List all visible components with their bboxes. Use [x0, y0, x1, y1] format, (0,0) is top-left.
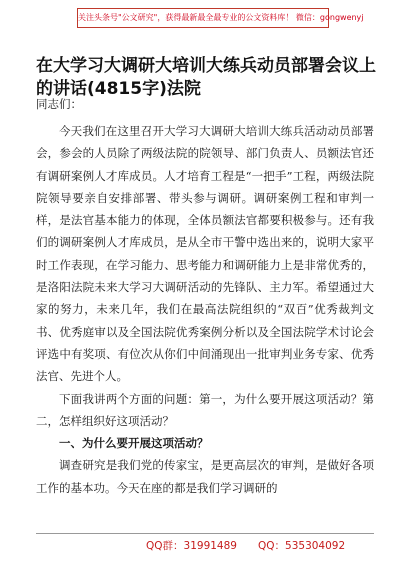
footer-qq: QQ：535304092	[258, 540, 346, 552]
document-body	[36, 120, 374, 499]
footer-qq-group: QQ群：31991489	[146, 540, 237, 552]
page-title: 在大学习大调研大培训大练兵动员部署会议上的讲话(4815字)法院	[36, 56, 376, 99]
paragraph-outline: 下面我讲两个方面的问题：第一，为什么要开展这项活动？第二，怎样组织好这项活动？	[36, 391, 374, 428]
salutation: 同志们：	[36, 97, 82, 111]
section-heading: 一、为什么要开展这项活动？	[59, 436, 209, 451]
top-banner: 关注头条号"公文研究"，获得最新最全最专业的公文资料库！ 微信：gongwenyj	[77, 8, 329, 28]
paragraph-intro: 今天我们在这里召开大学习大调研大培训大练兵活动动员部署会，参会的人员除了两级法院的院领导、部门负责人、员额法官还有调研案例人才库成员。人才培育工程是“一把手”工程，两级法院院领导要亲自安排部署、带头参与调研。调研案例工程和审判一样，是法官基本能力的体现，全体员额法官都要积极参与。还有我们的调研案例人才库成员，是从全市干警中选出来的，说明大家平时工作表现，在学习能力、思考能力和调研能力上是非常优秀的，是洛阳法院未来大学习大调研活动的先锋队、主力军。希望通过大家的努力，未来几年，我们在最高法院组织的“双百”优秀裁判文书、优秀庭审以及全国法院优秀案例分析以及全国法院学术讨论会评选中有奖项、有位次从你们中间涌现出一批审判业务专家、优秀法官、先进个人。	[36, 124, 374, 384]
page-footer	[36, 533, 374, 556]
paragraph-body: 调查研究是我们党的传家宝，是更高层次的审判，是做好各项工作的基本功。今天在座的都是我们学习调研的	[36, 458, 374, 495]
